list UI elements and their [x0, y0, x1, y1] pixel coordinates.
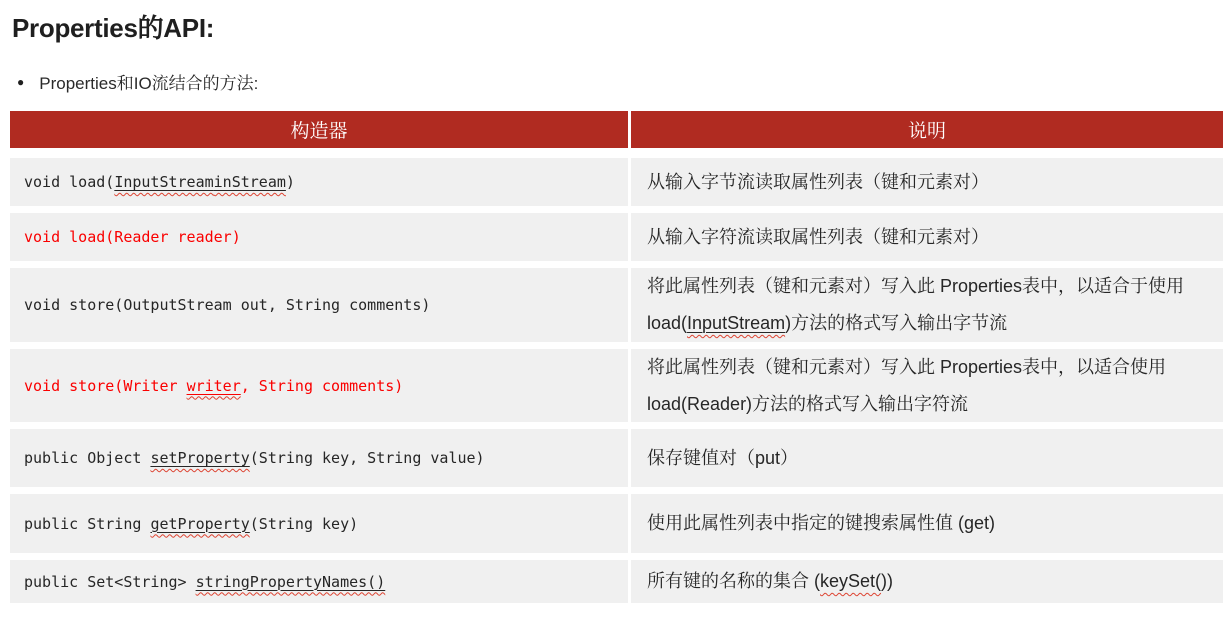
constructor-cell: void store(OutputStream out, String comments)	[10, 268, 628, 342]
table-body	[10, 158, 1223, 603]
table-header-row	[10, 111, 1223, 148]
description-cell: 将此属性列表（键和元素对）写入此 Properties表中，以适合使用 load(Reader)方法的格式写入输出字符流	[631, 349, 1223, 422]
constructor-cell: void store(Writer writer , String comments)	[10, 349, 628, 422]
constructor-cell: void load( InputStream inStream )	[10, 158, 628, 206]
properties-api-table	[10, 111, 1223, 610]
table-row	[10, 494, 1223, 553]
bullet-text: Properties和IO流结合的方法:	[39, 74, 259, 93]
table-row	[10, 213, 1223, 261]
description-cell: 保存键值对（put）	[631, 429, 1223, 487]
description-cell: 从输入字符流读取属性列表（键和元素对）	[631, 213, 1223, 261]
bullet-line	[17, 69, 1232, 94]
table-row	[10, 560, 1223, 603]
table-row	[10, 349, 1223, 422]
description-cell: 使用此属性列表中指定的键搜索属性值 (get)	[631, 494, 1223, 553]
column-header-description: 说明	[631, 111, 1223, 148]
constructor-cell: public Set<String> stringPropertyNames()	[10, 560, 628, 603]
constructor-cell: public Object setProperty (String key, String value)	[10, 429, 628, 487]
page-title: Properties的API:	[12, 13, 215, 43]
table-row	[10, 158, 1223, 206]
table-row	[10, 429, 1223, 487]
description-cell: 将此属性列表（键和元素对）写入此 Properties表中，以适合于使用 load(InputStream)方法的格式写入输出字节流	[631, 268, 1223, 342]
bullet-icon: ●	[17, 74, 25, 89]
table-row	[10, 268, 1223, 342]
constructor-cell: void load(Reader reader)	[10, 213, 628, 261]
description-cell: 所有键的名称的集合 (keySet())	[631, 560, 1223, 603]
description-cell: 从输入字节流读取属性列表（键和元素对）	[631, 158, 1223, 206]
column-header-constructor: 构造器	[10, 111, 628, 148]
constructor-cell: public String getProperty (String key)	[10, 494, 628, 553]
